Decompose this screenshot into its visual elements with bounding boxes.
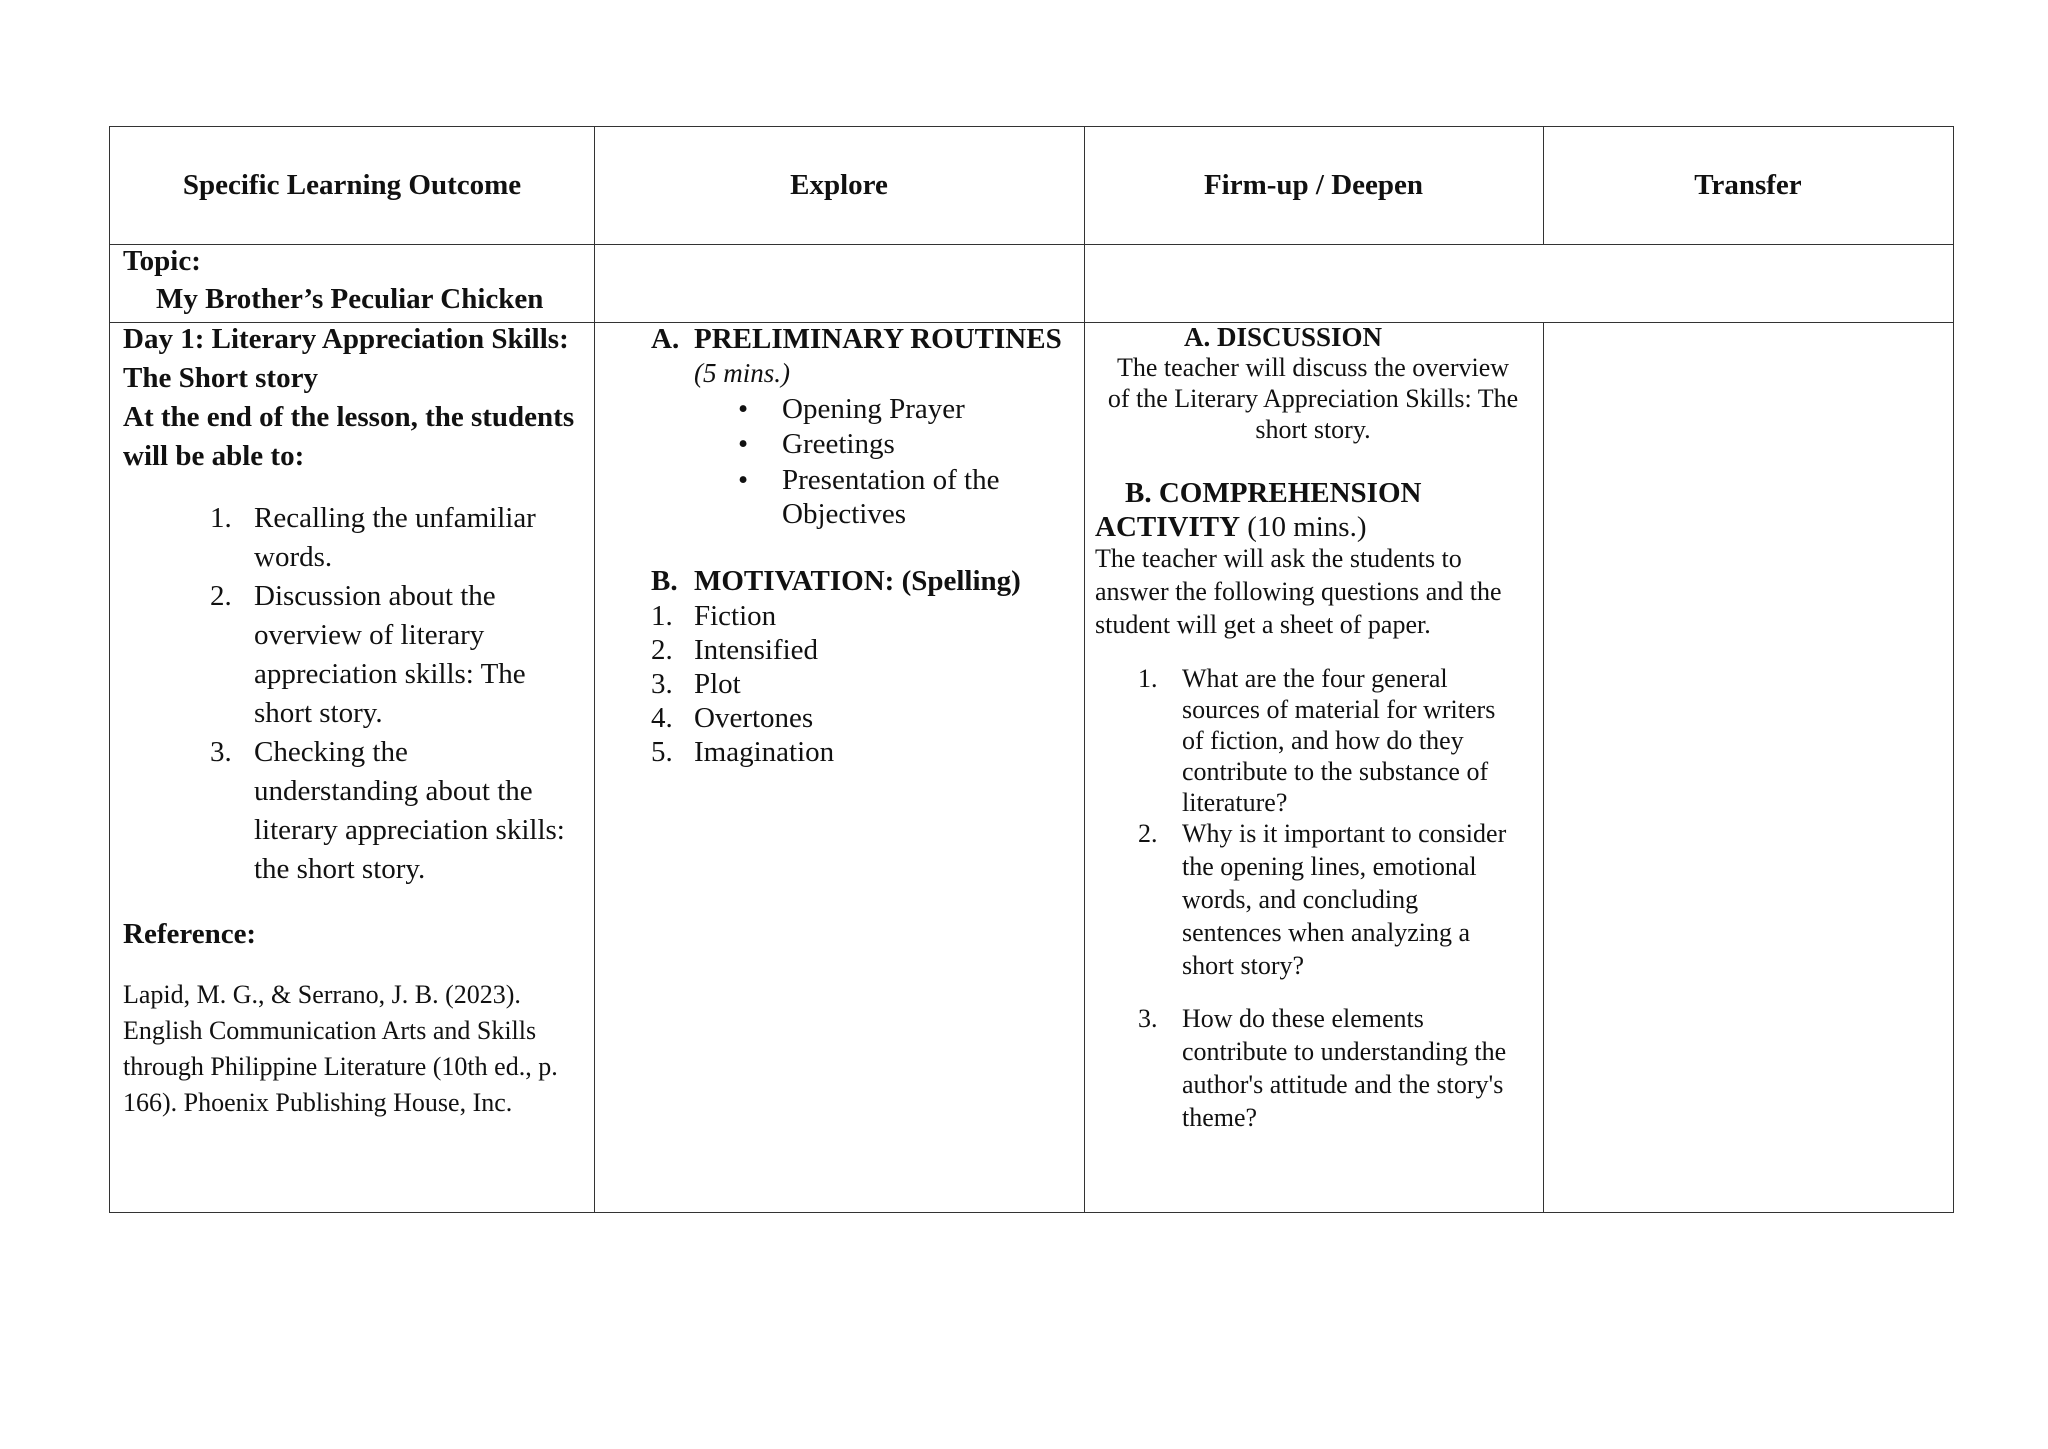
discussion-text: of the Literary Appreciation Skills: The [1107,384,1519,413]
header-transfer: Transfer [1694,169,1802,201]
header-explore: Explore [790,169,888,201]
explore-a-title: PRELIMINARY ROUTINES [694,323,1062,355]
reference-text: 166). Phoenix Publishing House, Inc. [123,1088,513,1117]
explore-b-letter: B. [651,565,678,597]
column-divider [1543,322,1544,1212]
spelling-number: 2. [651,634,673,666]
comprehension-instructions: The teacher will ask the students to [1095,544,1462,573]
objective-text: overview of literary [254,619,485,651]
spelling-number: 4. [651,702,673,734]
header-specific-learning-outcome: Specific Learning Outcome [182,169,522,201]
reference-text: English Communication Arts and Skills [123,1016,537,1045]
routine-item: Presentation of the [782,464,1000,496]
reference-text: through Philippine Literature (10th ed., p. [123,1052,558,1081]
question-text: words, and concluding [1182,885,1419,914]
objective-text: Checking the [254,736,408,768]
objective-text: appreciation skills: The [254,658,526,690]
spelling-number: 3. [651,668,673,700]
outcome-day-subtitle: The Short story [123,362,318,394]
objective-text: understanding about the [254,775,533,807]
discussion-text: short story. [1255,415,1371,444]
objective-number: 3. [210,736,232,768]
routine-item: Greetings [782,428,895,460]
comprehension-heading: B. COMPREHENSION [1125,477,1422,509]
explore-b-title: MOTIVATION: (Spelling) [694,565,1021,597]
question-text: contribute to the substance of [1182,757,1489,786]
comprehension-instructions: answer the following questions and the [1095,577,1502,606]
objective-text: literary appreciation skills: [254,814,565,846]
spelling-number: 1. [651,600,673,632]
objective-text: the short story. [254,853,426,885]
reference-text: Lapid, M. G., & Serrano, J. B. (2023). [123,980,521,1009]
question-text: author's attitude and the story's [1182,1070,1504,1099]
comprehension-activity-label: ACTIVITY [1095,511,1241,543]
objective-number: 2. [210,580,232,612]
question-text: How do these elements [1182,1004,1424,1033]
spelling-word: Overtones [694,702,814,734]
question-text: Why is it important to consider [1182,819,1507,848]
row-divider [110,244,1953,245]
question-number: 3. [1138,1004,1158,1033]
explore-a-letter: A. [651,323,680,355]
comprehension-time: (10 mins.) [1240,511,1367,543]
comprehension-instructions: student will get a sheet of paper. [1095,610,1431,639]
question-text: What are the four general [1182,664,1448,693]
reference-label: Reference: [123,918,257,950]
topic-title: My Brother’s Peculiar Chicken [156,283,544,315]
objective-number: 1. [210,502,232,534]
objective-text: short story. [254,697,383,729]
outcome-intro: At the end of the lesson, the students [123,401,575,433]
bullet-icon: • [738,428,749,460]
spelling-number: 5. [651,736,673,768]
spelling-word: Intensified [694,634,819,666]
column-divider [594,127,595,1212]
topic-label: Topic: [123,245,201,277]
question-text: short story? [1182,951,1305,980]
outcome-day-title: Day 1: Literary Appreciation Skills: [123,323,569,355]
explore-a-time: (5 mins.) [694,358,790,388]
column-divider [1084,127,1085,1212]
routine-item: Objectives [782,498,907,530]
objective-text: Recalling the unfamiliar [254,502,536,534]
question-text: theme? [1182,1103,1258,1132]
question-number: 1. [1138,664,1158,693]
spelling-word: Plot [694,668,741,700]
outcome-intro: will be able to: [123,440,305,472]
question-text: literature? [1182,788,1288,817]
header-firm-up-deepen: Firm-up / Deepen [1203,169,1424,201]
discussion-text: The teacher will discuss the overview [1116,353,1510,382]
question-text: sentences when analyzing a [1182,918,1471,947]
discussion-heading: A. DISCUSSION [1184,322,1383,352]
routine-item: Opening Prayer [782,393,965,425]
objective-text: words. [254,541,333,573]
question-text: the opening lines, emotional [1182,852,1477,881]
objective-text: Discussion about the [254,580,496,612]
question-text: of fiction, and how do they [1182,726,1464,755]
bullet-icon: • [738,393,749,425]
bullet-icon: • [738,464,749,496]
question-text: sources of material for writers [1182,695,1496,724]
spelling-word: Imagination [694,736,835,768]
question-text: contribute to understanding the [1182,1037,1507,1066]
question-number: 2. [1138,819,1158,848]
spelling-word: Fiction [694,600,777,632]
comprehension-heading-line [1095,511,1367,544]
